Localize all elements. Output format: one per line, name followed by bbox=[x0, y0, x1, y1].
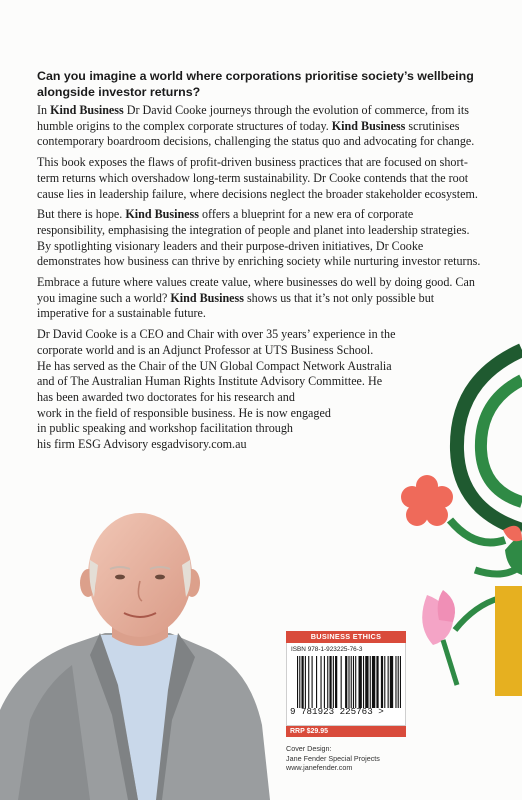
barcode-bar bbox=[370, 656, 371, 708]
paragraph-text: Dr David Cooke journeys through the evolution of commerce, from its humble origins to the complex corporate structures of today. bbox=[37, 103, 469, 133]
barcode-bar bbox=[327, 656, 328, 708]
barcode-bar bbox=[299, 656, 300, 708]
barcode-bar bbox=[395, 656, 396, 708]
book-title-text: Kind Business bbox=[170, 290, 244, 305]
barcode-bar bbox=[345, 656, 347, 708]
barcode-bar bbox=[316, 656, 317, 708]
blurb-paragraph bbox=[37, 155, 482, 202]
flower-illustration bbox=[395, 340, 522, 720]
barcode-bar bbox=[355, 656, 356, 708]
barcode-bar bbox=[384, 656, 385, 708]
bio-line: work in the field of responsible business. He is now engaged bbox=[37, 405, 331, 420]
credit-line: Jane Fender Special Projects bbox=[286, 753, 380, 763]
barcode-digits: 9 781923 225763 > bbox=[290, 706, 384, 717]
barcode-bar bbox=[297, 656, 298, 708]
book-title-text: Kind Business bbox=[331, 118, 406, 133]
barcode-icon bbox=[297, 656, 401, 708]
paragraph-text: offers a blueprint for a new era of corporate responsibility, emphasising the integration of people and planet into leadership strategies. By spotlighting visionary leaders and their purpose-driven initiatives, Dr Cooke demonstrates how business can thrive by enriching society while nurturing investor returns. bbox=[37, 207, 481, 269]
retail-info bbox=[286, 631, 406, 737]
genre-label: BUSINESS ETHICS bbox=[286, 631, 406, 643]
barcode-bar bbox=[329, 656, 331, 708]
bio-line: Dr David Cooke is a CEO and Chair with over 35 years’ experience in the bbox=[37, 327, 396, 342]
barcode-bar bbox=[301, 656, 303, 708]
blurb-heading: Can you imagine a world where corporations prioritise society’s wellbeing alongside investor returns? bbox=[37, 69, 474, 99]
bio-line: corporate world and is an Adjunct Professor at UTS Business School. bbox=[37, 342, 374, 357]
barcode-bar bbox=[398, 656, 399, 708]
bio-line: He has served as the Chair of the UN Global Compact Network Australia bbox=[37, 358, 392, 373]
barcode-bar bbox=[335, 656, 337, 708]
barcode-bar bbox=[351, 656, 352, 708]
barcode-bar bbox=[388, 656, 389, 708]
paragraph-text: scrutinises contemporary boardroom decisions, challenging the status quo and advocating for change. bbox=[37, 118, 475, 149]
bio-line: and of The Australian Human Rights Institute Advisory Committee. He bbox=[37, 374, 383, 389]
barcode-bar bbox=[353, 656, 354, 708]
barcode-bar bbox=[363, 656, 364, 708]
barcode-bar bbox=[308, 656, 309, 708]
paragraph-text: In bbox=[37, 103, 51, 117]
barcode-bar bbox=[376, 656, 378, 708]
barcode-bar bbox=[305, 656, 306, 708]
blurb-paragraph bbox=[37, 207, 482, 270]
barcode-bar bbox=[324, 656, 325, 708]
blurb-paragraphs bbox=[37, 103, 482, 322]
barcode-bar bbox=[390, 656, 393, 708]
barcode-bar bbox=[359, 656, 362, 708]
author-photo bbox=[0, 505, 270, 800]
credit-line: Cover Design: bbox=[286, 744, 332, 753]
cover-design-credit bbox=[286, 744, 426, 773]
barcode-bar bbox=[400, 656, 401, 708]
barcode-bar bbox=[341, 656, 342, 708]
paragraph-text: shows us that it’s not only possible but imperative for a sustainable future. bbox=[37, 290, 435, 321]
bio-line: his firm ESG Advisory esgadvisory.com.au bbox=[37, 437, 247, 452]
bio-line: in public speaking and workshop facilitation through bbox=[37, 421, 293, 436]
blurb-paragraph bbox=[37, 275, 482, 322]
credit-line: www.janefender.com bbox=[286, 763, 353, 773]
paragraph-text: But there is hope. bbox=[37, 207, 126, 222]
barcode-bar bbox=[365, 656, 368, 708]
barcode-bar bbox=[333, 656, 334, 708]
barcode-bar bbox=[312, 656, 313, 708]
book-title-text: Kind Business bbox=[50, 103, 124, 117]
barcode-panel bbox=[286, 643, 406, 726]
barcode-bar bbox=[372, 656, 375, 708]
paragraph-text: This book exposes the flaws of profit-driven business practices that are focused on short-term returns which overshadow long-term sustainability. Dr Cooke contends that the root cause lies in leadership failure, where decisions neglect the broader stakeholder ecosystem. bbox=[37, 155, 478, 201]
bio-line: has been awarded two doctorates for his research and bbox=[37, 389, 295, 404]
book-title-text: Kind Business bbox=[125, 207, 199, 222]
barcode-bar bbox=[320, 656, 321, 708]
barcode-bar bbox=[348, 656, 349, 708]
isbn-text: ISBN 978-1-923225-76-3 bbox=[291, 646, 363, 653]
paragraph-text: Embrace a future where values create value, where businesses do well by doing good. Can you imagine such a world? bbox=[37, 275, 475, 305]
price-label: RRP $29.95 bbox=[286, 726, 406, 737]
barcode-bar bbox=[381, 656, 383, 708]
blurb-paragraph bbox=[37, 103, 482, 150]
